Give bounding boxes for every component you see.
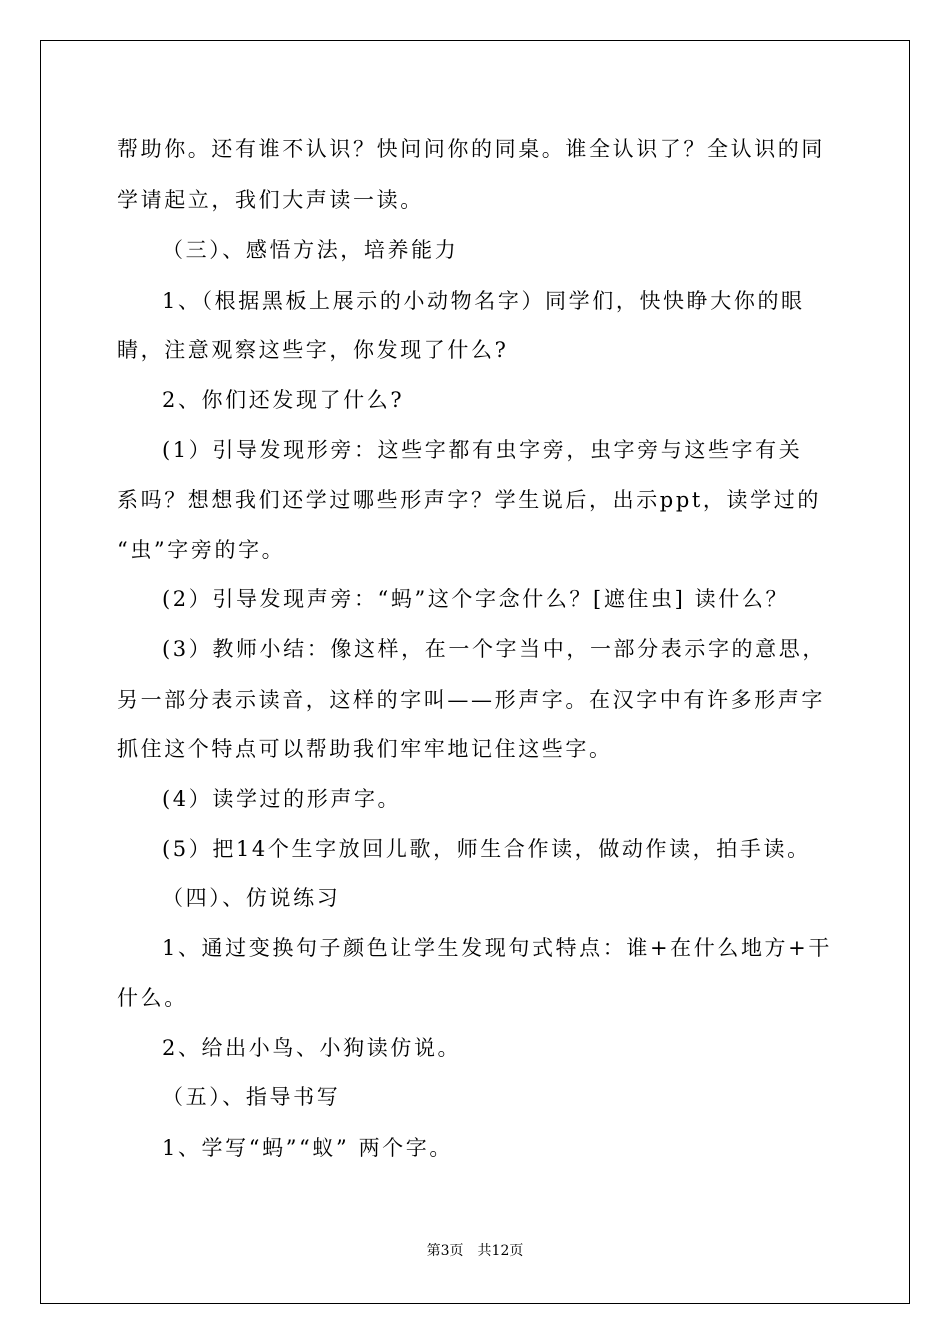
section-heading: （三）、感悟方法，培养能力 <box>162 238 459 262</box>
text-line: (1）引导发现形旁：这些字都有虫字旁，虫字旁与这些字有关 <box>162 438 803 462</box>
text-line: (2）引导发现声旁：“蚂”这个字念什么？[遮住虫] 读什么？ <box>162 587 790 611</box>
text-line: (4）读学过的形声字。 <box>162 787 402 811</box>
section-heading: （四）、仿说练习 <box>162 886 341 910</box>
text-line: 1、学写“蚂”“蚁” 两个字。 <box>162 1136 453 1160</box>
page-border <box>40 40 910 1304</box>
page-number-footer: 第3页 共12页 <box>426 1243 524 1259</box>
text-line: 另一部分表示读音，这样的字叫——形声字。在汉字中有许多形声字 <box>117 688 825 712</box>
text-line: 2、你们还发现了什么? <box>162 388 405 412</box>
text-line: 抓住这个特点可以帮助我们牢牢地记住这些字。 <box>117 737 613 761</box>
section-heading: （五）、指导书写 <box>162 1085 341 1109</box>
text-line: 睛，注意观察这些字，你发现了什么? <box>117 338 509 362</box>
text-line: 什么。 <box>117 986 188 1010</box>
text-line: 帮助你。还有谁不认识？快问问你的同桌。谁全认识了？全认识的同 <box>117 137 825 161</box>
text-line: (3）教师小结：像这样，在一个字当中，一部分表示字的意思， <box>162 637 826 661</box>
text-line: “虫”字旁的字。 <box>117 538 286 562</box>
text-line: 1、通过变换句子颜色让学生发现句式特点：谁+在什么地方+干 <box>162 936 832 960</box>
text-line: 学请起立，我们大声读一读。 <box>117 188 424 212</box>
text-line: 1、（根据黑板上展示的小动物名字）同学们，快快睁大你的眼 <box>162 289 805 313</box>
text-line: 2、给出小鸟、小狗读仿说。 <box>162 1036 462 1060</box>
text-line: 系吗？想想我们还学过哪些形声字？学生说后，出示ppt，读学过的 <box>117 488 821 512</box>
text-line: (5）把14个生字放回儿歌，师生合作读，做动作读，拍手读。 <box>162 837 811 861</box>
